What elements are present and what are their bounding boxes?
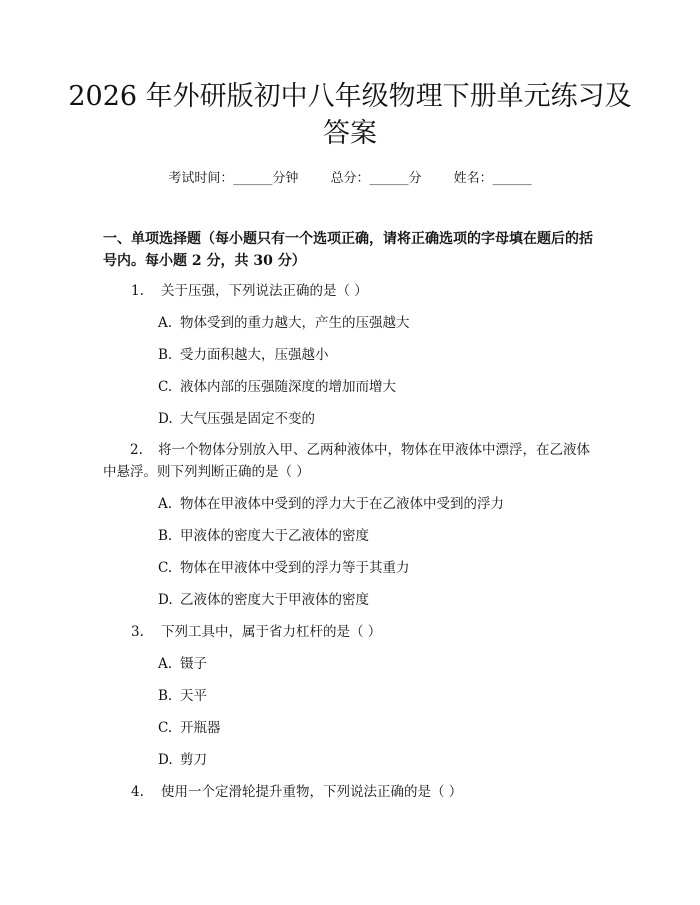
option-3a — [158, 653, 207, 675]
option-1d — [158, 408, 315, 430]
option-letter: C. — [158, 720, 173, 736]
option-3c — [158, 717, 221, 739]
section-heading: 一、单项选择题（每小题只有一个选项正确，请将正确选项的字母填在题后的括号内。每小题 2 分，共 30 分） — [103, 231, 593, 269]
question-1 — [131, 280, 368, 302]
option-letter: C. — [158, 379, 173, 395]
exam-time-field: 考试时间：______分钟 — [168, 171, 299, 186]
student-name-field: 姓名：______ — [453, 171, 532, 186]
option-2d — [158, 589, 369, 611]
option-3b — [158, 685, 207, 707]
question-number: 2. — [130, 442, 143, 458]
option-text: 物体在甲液体中受到的浮力等于其重力 — [180, 560, 410, 576]
question-text: 使用一个定滑轮提升重物，下列说法正确的是（ ） — [161, 784, 463, 800]
option-text: 物体受到的重力越大，产生的压强越大 — [180, 315, 410, 331]
option-1a — [158, 312, 410, 334]
option-text: 甲液体的密度大于乙液体的密度 — [180, 528, 369, 544]
option-2b — [158, 525, 369, 547]
question-number: 4. — [131, 784, 144, 800]
option-text: 大气压强是固定不变的 — [180, 411, 315, 427]
option-letter: A. — [158, 656, 173, 672]
exam-info-line — [0, 170, 700, 188]
option-text: 物体在甲液体中受到的浮力大于在乙液体中受到的浮力 — [180, 496, 504, 512]
option-3d — [158, 749, 207, 771]
page-title: 2026 年外研版初中八年级物理下册单元练习及答案 — [68, 81, 632, 149]
question-4 — [131, 781, 462, 803]
option-1c — [158, 376, 396, 398]
option-letter: C. — [158, 560, 173, 576]
option-letter: D. — [158, 752, 173, 768]
option-2c — [158, 557, 410, 579]
option-letter: A. — [158, 496, 173, 512]
question-3 — [131, 621, 381, 643]
question-number: 1. — [131, 283, 144, 299]
option-letter: B. — [158, 347, 173, 363]
option-text: 液体内部的压强随深度的增加而增大 — [180, 379, 396, 395]
option-1b — [158, 344, 329, 366]
question-text: 关于压强，下列说法正确的是（ ） — [161, 283, 368, 299]
option-text: 开瓶器 — [180, 720, 221, 736]
option-text: 乙液体的密度大于甲液体的密度 — [180, 592, 369, 608]
option-letter: B. — [158, 688, 173, 704]
option-2a — [158, 493, 504, 515]
total-score-field: 总分：______分 — [330, 171, 422, 186]
question-2 — [103, 439, 600, 483]
question-number: 3. — [131, 624, 144, 640]
question-text: 将一个物体分别放入甲、乙两种液体中，物体在甲液体中漂浮，在乙液体中悬浮。则下列判断正确的是（ ） — [103, 442, 590, 480]
question-text: 下列工具中，属于省力杠杆的是（ ） — [161, 624, 382, 640]
option-text: 天平 — [180, 688, 207, 704]
option-text: 镊子 — [180, 656, 207, 672]
option-letter: A. — [158, 315, 173, 331]
option-letter: D. — [158, 411, 173, 427]
option-letter: D. — [158, 592, 173, 608]
option-text: 受力面积越大，压强越小 — [180, 347, 329, 363]
option-letter: B. — [158, 528, 173, 544]
option-text: 剪刀 — [180, 752, 207, 768]
